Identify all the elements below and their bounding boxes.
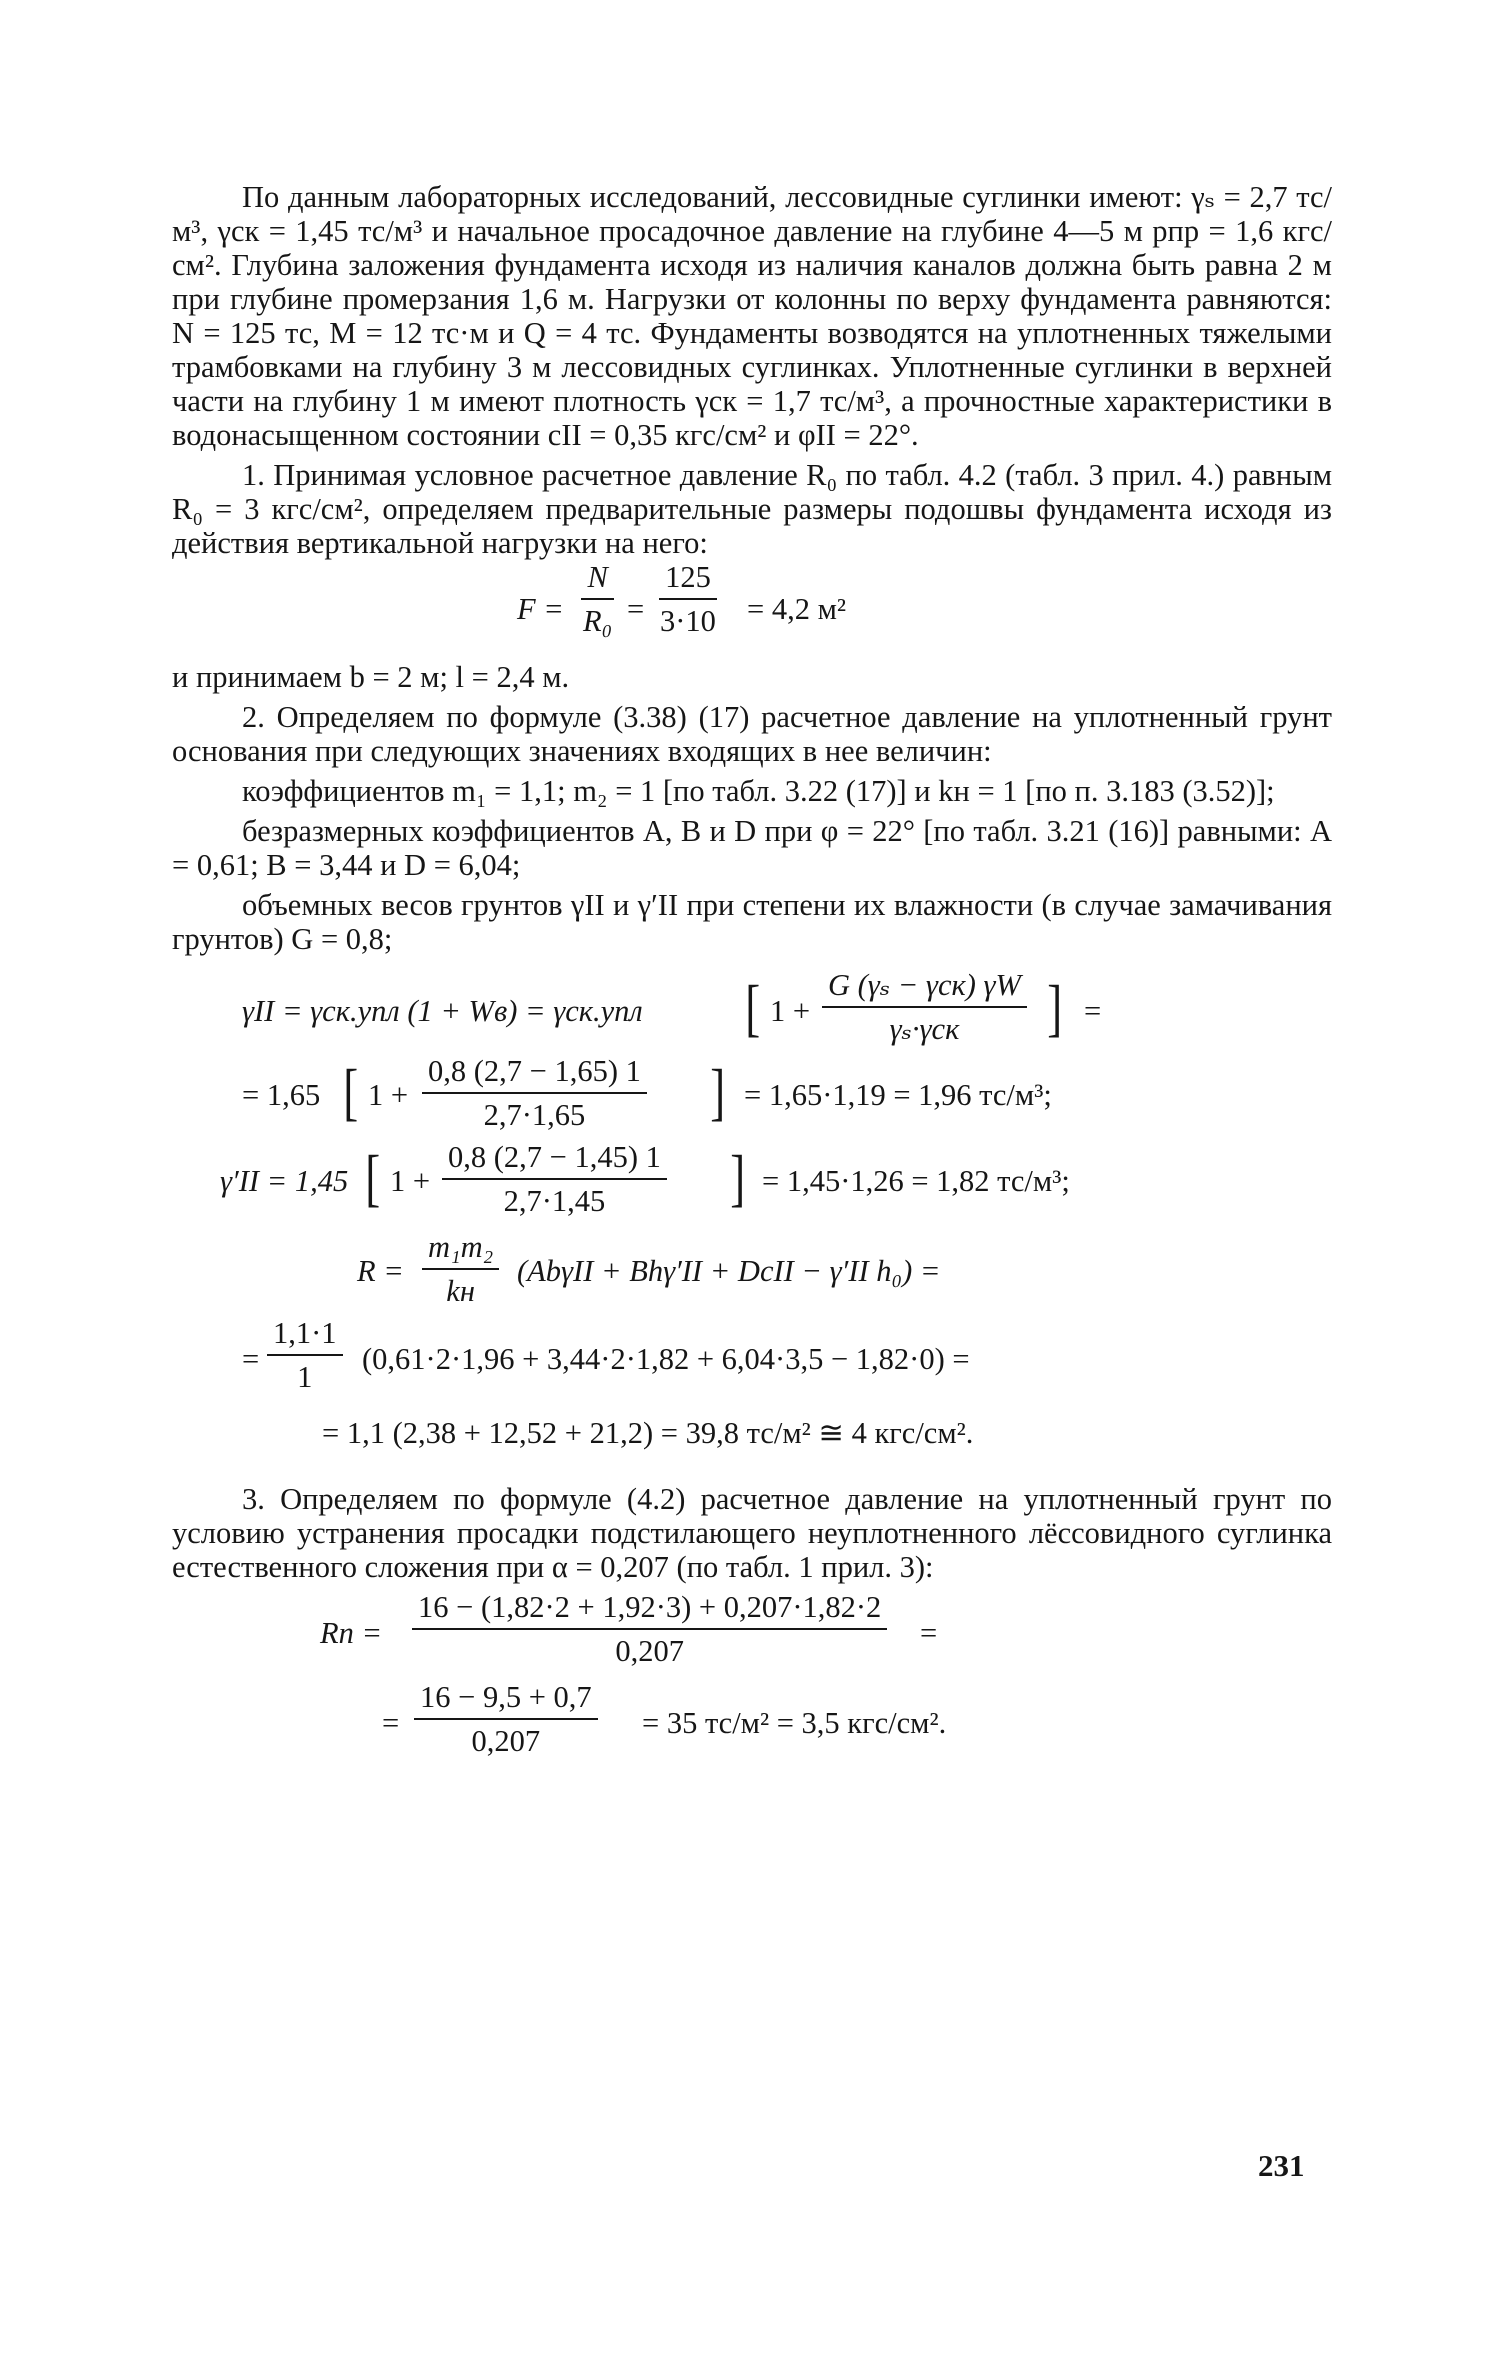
formula-Rp-rhs: = — [920, 1616, 938, 1650]
coef-paragraph: коэффициентов m₁ = 1,1; m₂ = 1 [по табл. 3.22 (17)] и kн = 1 [по п. 3.183 (3.52)]; — [242, 774, 1275, 808]
bracket-close: ] — [1047, 972, 1063, 1043]
formula-F-den2: 3·10 — [660, 604, 716, 638]
formula-gamma-lhs: γII = γск.упл (1 + Wв) = γск.упл — [242, 994, 643, 1028]
formula-gamma2-one: 1 + — [368, 1078, 409, 1112]
step-2-paragraph: 2. Определяем по формуле (3.38) (17) расчетное давление на уплотненный грунт основания при следующих значениях входящих в нее величин: — [172, 700, 1332, 768]
step-3-paragraph: 3. Определяем по формуле (4.2) расчетное давление на уплотненный грунт по условию устранения просадки подстилающего неуплотненного лёссовидного суглинка естественного сложения при α = 0,207 (по табл. 1 прил. 3): — [172, 1482, 1332, 1584]
page-number: 231 — [1258, 2148, 1305, 2183]
formula-F-eq: = — [627, 592, 645, 626]
formula-R2-rhs: (0,61·2·1,96 + 3,44·2·1,82 + 6,04·3,5 − 1,82·0) = — [362, 1342, 970, 1376]
page-body — [172, 180, 1332, 1770]
formula-R-lhs: R = — [357, 1254, 404, 1288]
formula-F-frac2 — [654, 560, 722, 638]
formula-Rp — [172, 1590, 1332, 1680]
formula-Rp-2 — [172, 1680, 1332, 1770]
formula-F-den1: R₀ — [583, 604, 613, 638]
formula-R2-num: 1,1·1 — [267, 1316, 343, 1356]
formula-gamma3-num: 0,8 (2,7 − 1,45) 1 — [442, 1140, 667, 1180]
formula-Rp2-frac — [414, 1680, 598, 1758]
formula-Rp-frac — [412, 1590, 887, 1668]
formula-R-rhs: (AbγII + Bhγ′II + DcII − γ′II h₀) = — [517, 1254, 941, 1288]
bracket-open: [ — [343, 1056, 359, 1127]
weights-paragraph: объемных весов грунтов γII и γ′II при степени их влажности (в случае замачивания грунтов) G = 0,8; — [172, 888, 1332, 956]
formula-F-num1: N — [581, 560, 613, 600]
formula-R-3 — [172, 1402, 1332, 1468]
formula-Rp2-den: 0,207 — [471, 1724, 541, 1758]
formula-R — [172, 1230, 1332, 1316]
formula-gamma3-pre: γ′II = 1,45 — [220, 1164, 349, 1198]
formula-gamma-tail: = — [1084, 994, 1102, 1028]
formula-gamma2-num: 0,8 (2,7 − 1,65) 1 — [422, 1054, 647, 1094]
formula-gamma-den: γₛ·γск — [889, 1012, 960, 1046]
bracket-close: ] — [730, 1142, 746, 1213]
formula-gamma3-one: 1 + — [390, 1164, 431, 1198]
formula-gamma2-rhs: = 1,65·1,19 = 1,96 тс/м³; — [744, 1078, 1052, 1112]
formula-Rp2-pre: = — [382, 1706, 400, 1740]
bracket-close: ] — [710, 1056, 726, 1127]
bracket-open: [ — [745, 972, 761, 1043]
formula-gamma-num: G (γₛ − γск) γW — [822, 968, 1027, 1008]
intro-paragraph: По данным лабораторных исследований, лессовидные суглинки имеют: γₛ = 2,7 тс/м³, γск = 1,45 тс/м³ и начальное просадочное давление на глубине 4—5 м pпр = 1,6 кгс/см². Глубина заложения фундамента исходя из наличия каналов должна быть равна 2 м при глубине промерзания 1,6 м. Нагрузки от колонны по верху фундамента равняются: N = 125 тс, M = 12 тс·м и Q = 4 тс. Фундаменты возводятся на уплотненных тяжелыми трамбовками на глубину 3 м лессовидных суглинках. Уплотненные суглинки в верхней части на глубину 1 м имеют плотность γск = 1,7 тс/м³, а прочностные характеристики в водонасыщенном состоянии cII = 0,35 кгс/см² и φII = 22°. — [172, 180, 1332, 452]
formula-R-2 — [172, 1316, 1332, 1402]
formula-gamma2-den: 2,7·1,65 — [483, 1098, 586, 1132]
formula-R-den: kн — [446, 1274, 475, 1308]
formula-Rp2-rhs: = 35 тс/м² = 3,5 кгс/см². — [642, 1706, 947, 1740]
formula-R-num: m₁m₂ — [422, 1230, 499, 1270]
formula-gamma3-rhs: = 1,45·1,26 = 1,82 тс/м³; — [762, 1164, 1070, 1198]
formula-gamma2-frac — [422, 1054, 647, 1132]
formula-Rp-num: 16 − (1,82·2 + 1,92·3) + 0,207·1,82·2 — [412, 1590, 887, 1630]
formula-F-lhs: F = — [517, 592, 564, 626]
formula-gamma3-frac — [442, 1140, 667, 1218]
formula-F — [172, 560, 1332, 660]
dimless-paragraph: безразмерных коэффициентов A, B и D при φ = 22° [по табл. 3.21 (16)] равными: A = 0,61; B = 3,44 и D = 6,04; — [172, 814, 1332, 882]
formula-gamma-2 — [172, 1054, 1332, 1140]
formula-gamma2-pre: = 1,65 — [242, 1078, 321, 1112]
accept-line: и принимаем b = 2 м; l = 2,4 м. — [172, 660, 570, 694]
formula-gamma3-den: 2,7·1,45 — [503, 1184, 606, 1218]
formula-gamma-3 — [172, 1140, 1332, 1230]
formula-F-num2: 125 — [659, 560, 717, 600]
formula-R3: = 1,1 (2,38 + 12,52 + 21,2) = 39,8 тс/м² ≅ 4 кгс/см². — [322, 1416, 974, 1450]
formula-gamma — [172, 968, 1332, 1054]
step-1-paragraph: 1. Принимая условное расчетное давление R₀ по табл. 4.2 (табл. 3 прил. 4.) равным R₀ = 3 кгс/см², определяем предварительные размеры подошвы фундамента исходя из действия вертикальной нагрузки на него: — [172, 458, 1332, 560]
formula-gamma-one: 1 + — [770, 994, 811, 1028]
formula-R2-frac — [267, 1316, 343, 1394]
formula-R2-pre: = — [242, 1342, 260, 1376]
formula-R2-den: 1 — [297, 1360, 313, 1394]
bracket-open: [ — [365, 1142, 381, 1213]
formula-F-frac1 — [577, 560, 618, 638]
formula-Rp2-num: 16 − 9,5 + 0,7 — [414, 1680, 598, 1720]
formula-F-rhs: = 4,2 м² — [747, 592, 847, 626]
formula-gamma-frac — [822, 968, 1027, 1046]
formula-Rp-lhs: Rп = — [320, 1616, 383, 1650]
formula-R-frac — [422, 1230, 499, 1308]
formula-Rp-den: 0,207 — [615, 1634, 684, 1668]
